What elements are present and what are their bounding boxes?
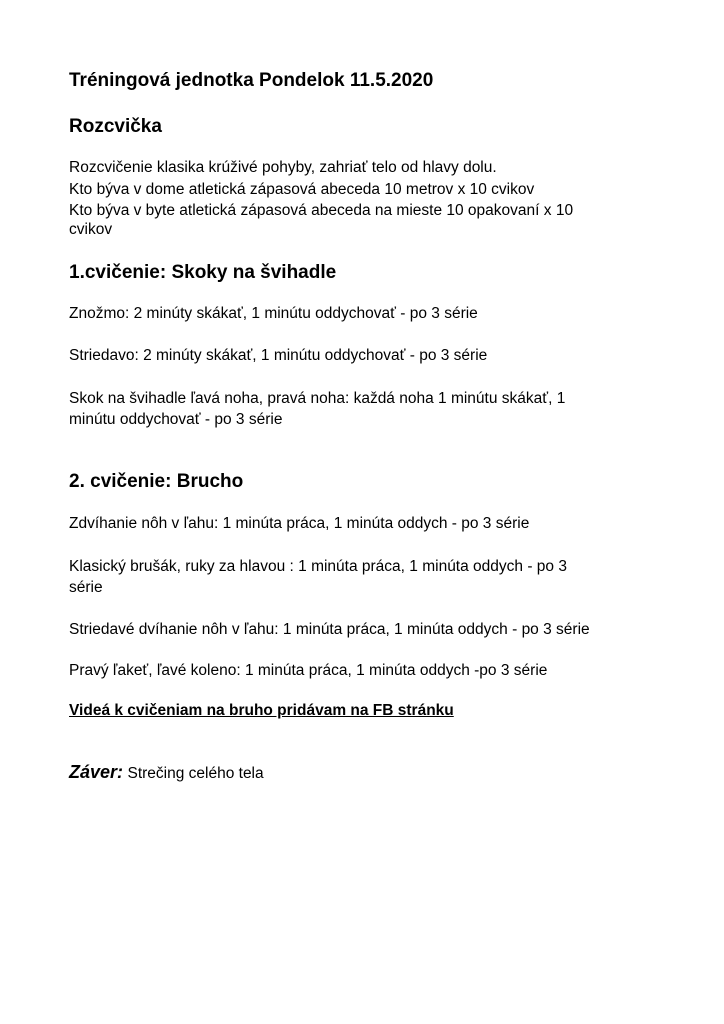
exercise2-item: Striedavé dvíhanie nôh v ľahu: 1 minúta práca, 1 minúta oddych - po 3 série xyxy=(69,621,590,638)
warmup-line: cvikov xyxy=(69,221,113,238)
warmup-heading: Rozcvička xyxy=(69,116,162,137)
warmup-line: Rozcvičenie klasika krúživé pohyby, zahriať telo od hlavy dolu. xyxy=(69,159,497,176)
exercise1-item: Znožmo: 2 minúty skákať, 1 minútu oddychovať - po 3 série xyxy=(69,305,478,322)
exercise2-heading: 2. cvičenie: Brucho xyxy=(69,471,244,492)
exercise2-item: Pravý ľakeť, ľavé koleno: 1 minúta práca, 1 minúta oddych -po 3 série xyxy=(69,662,548,679)
warmup-line: Kto býva v dome atletická zápasová abeceda 10 metrov x 10 cvikov xyxy=(69,181,535,198)
conclusion-text: Strečing celého tela xyxy=(127,765,264,782)
exercise1-heading: 1.cvičenie: Skoky na švihadle xyxy=(69,262,337,283)
conclusion-label: Záver: xyxy=(69,762,124,782)
exercise2-item: Zdvíhanie nôh v ľahu: 1 minúta práca, 1 minúta oddych - po 3 série xyxy=(69,515,530,532)
conclusion xyxy=(69,762,264,783)
exercise1-item: Skok na švihadle ľavá noha, pravá noha: každá noha 1 minútu skákať, 1 xyxy=(69,390,566,407)
warmup-line: Kto býva v byte atletická zápasová abeceda na mieste 10 opakovaní x 10 xyxy=(69,202,574,219)
exercise1-item: minútu oddychovať - po 3 série xyxy=(69,411,283,428)
exercise2-item: série xyxy=(69,579,103,596)
document-title: Tréningová jednotka Pondelok 11.5.2020 xyxy=(69,70,434,91)
exercise1-item: Striedavo: 2 minúty skákať, 1 minútu oddychovať - po 3 série xyxy=(69,347,488,364)
video-note-link[interactable]: Videá k cvičeniam na bruho pridávam na FB stránku xyxy=(69,702,454,719)
exercise2-item: Klasický brušák, ruky za hlavou : 1 minúta práca, 1 minúta oddych - po 3 xyxy=(69,558,567,575)
